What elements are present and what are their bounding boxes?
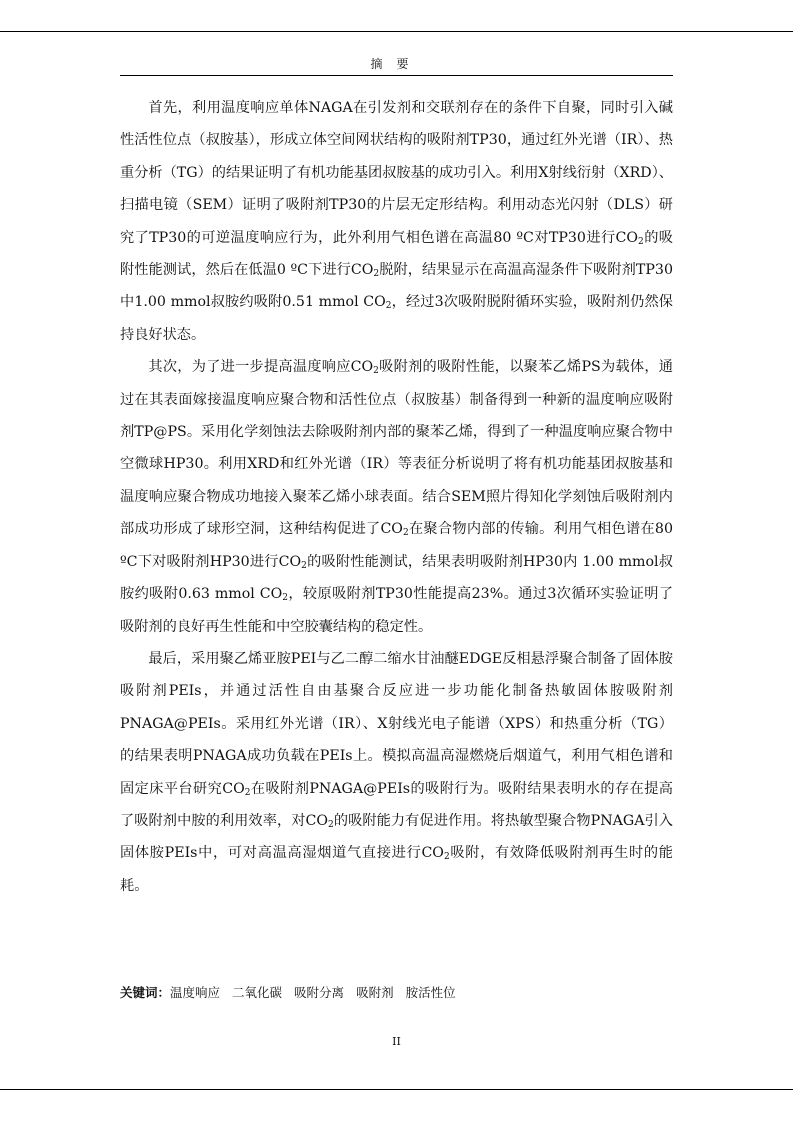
keyword-item: 胺活性位 <box>405 985 456 1000</box>
keyword-item: 吸附分离 <box>294 985 345 1000</box>
text-run: 最后，采用聚乙烯亚胺PEI与乙二醇二缩水甘油醚EDGE反相悬浮聚合制备了固体胺吸附剂PEIs，并通过活性自由基聚合反应进一步功能化制备热敏固体胺吸附剂PNAGA@PEIs。采用红外光谱（IR）、X射线光电子能谱（XPS）和热重分析（TG）的结果表明PNAGA成功负载在PEIs上。模拟高温高湿燃烧后烟道气，利用气相色谱和固定床平台研究CO <box>120 650 673 797</box>
keyword-item: 二氧化碳 <box>232 985 283 1000</box>
keywords-line <box>120 981 673 1005</box>
abstract-paragraph <box>120 351 673 643</box>
text-run: 吸附剂的吸附性能，以聚苯乙烯PS为载体，通过在其表面嫁接温度响应聚合物和活性位点（叔胺基）制备得到一种新的温度响应吸附剂TP@PS。采用化学刻蚀法去除吸附剂内部的聚苯乙烯，得到了一种温度响应聚合物中空微球HP30。利用XRD和红外光谱（IR）等表征分析说明了将有机功能基团叔胺基和温度响应聚合物成功地接入聚苯乙烯小球表面。结合SEM照片得知化学刻蚀后吸附剂内部成功形成了球形空洞，这种结构促进了CO <box>120 359 673 538</box>
bottom-border-line <box>0 1089 793 1090</box>
text-run: 其次，为了进一步提高温度响应CO <box>148 359 374 376</box>
text-run: 的吸附能力有促进作用。将热敏型聚合物PNAGA引入固体胺PEIs中，可对高温高湿烟道气直接进行CO <box>120 812 673 862</box>
subscript: 2 <box>373 269 380 280</box>
text-run: ，经过3次吸附脱附循环实验，吸附剂仍然保持良好状态。 <box>120 294 673 343</box>
subscript: 2 <box>328 819 334 830</box>
subscript: 2 <box>638 236 644 247</box>
running-header-title: 摘要 <box>370 57 423 71</box>
abstract-paragraph <box>120 643 673 902</box>
text-run: 脱附，结果显示在高温高湿条件下吸附剂TP30中1.00 mmol叔胺约吸附0.51 mmol CO <box>120 262 673 311</box>
subscript: 2 <box>282 593 288 604</box>
text-run: 首先，利用温度响应单体NAGA在引发剂和交联剂存在的条件下自聚，同时引入碱性活性位点（叔胺基），形成立体空间网状结构的吸附剂TP30，通过红外光谱（IR）、热重分析（TG）的结果证明了有机功能基团叔胺基的成功引入。利用X射线衍射（XRD）、扫描电镜（SEM）证明了吸附剂TP30的片层无定形结构。利用动态光闪射（DLS）研究了TP30的可逆温度响应行为，此外利用气相色谱在高温80 ºC对TP30进行CO <box>120 100 673 246</box>
text-run: 的吸附性能测试，结果表明吸附剂HP30内 1.00 mmol叔胺约吸附0.63 mmol CO <box>120 553 673 603</box>
subscript: 2 <box>244 787 251 798</box>
text-run: 吸附，有效降低吸附剂再生时的能耗。 <box>120 845 673 894</box>
subscript: 2 <box>301 560 307 571</box>
keyword-item: 温度响应 <box>170 985 221 1000</box>
text-run: 在聚合物内部的传输。利用气相色谱在80 ºC下对吸附剂HP30进行CO <box>120 521 673 570</box>
subscript: 2 <box>402 528 409 539</box>
subscript: 2 <box>443 852 450 863</box>
keywords-label: 关键词： <box>120 985 171 1000</box>
text-run: 在吸附剂PNAGA@PEIs的吸附行为。吸附结果表明水的存在提高了吸附剂中胺的利用效率，对CO <box>120 780 673 829</box>
subscript: 2 <box>385 301 392 312</box>
page-number: II <box>392 1035 401 1048</box>
subscript: 2 <box>373 366 379 377</box>
header-underline <box>120 75 673 76</box>
abstract-paragraph <box>120 92 673 351</box>
keyword-item: 吸附剂 <box>356 985 394 1000</box>
text-run: 的吸附性能测试，然后在低温0 ºC下进行CO <box>120 229 673 279</box>
abstract-body <box>120 92 673 902</box>
text-run: ，较原吸附剂TP30性能提高23%。通过3次循环实验证明了吸附剂的良好再生性能和中空胶囊结构的稳定性。 <box>120 586 674 635</box>
top-border-line <box>0 31 793 32</box>
